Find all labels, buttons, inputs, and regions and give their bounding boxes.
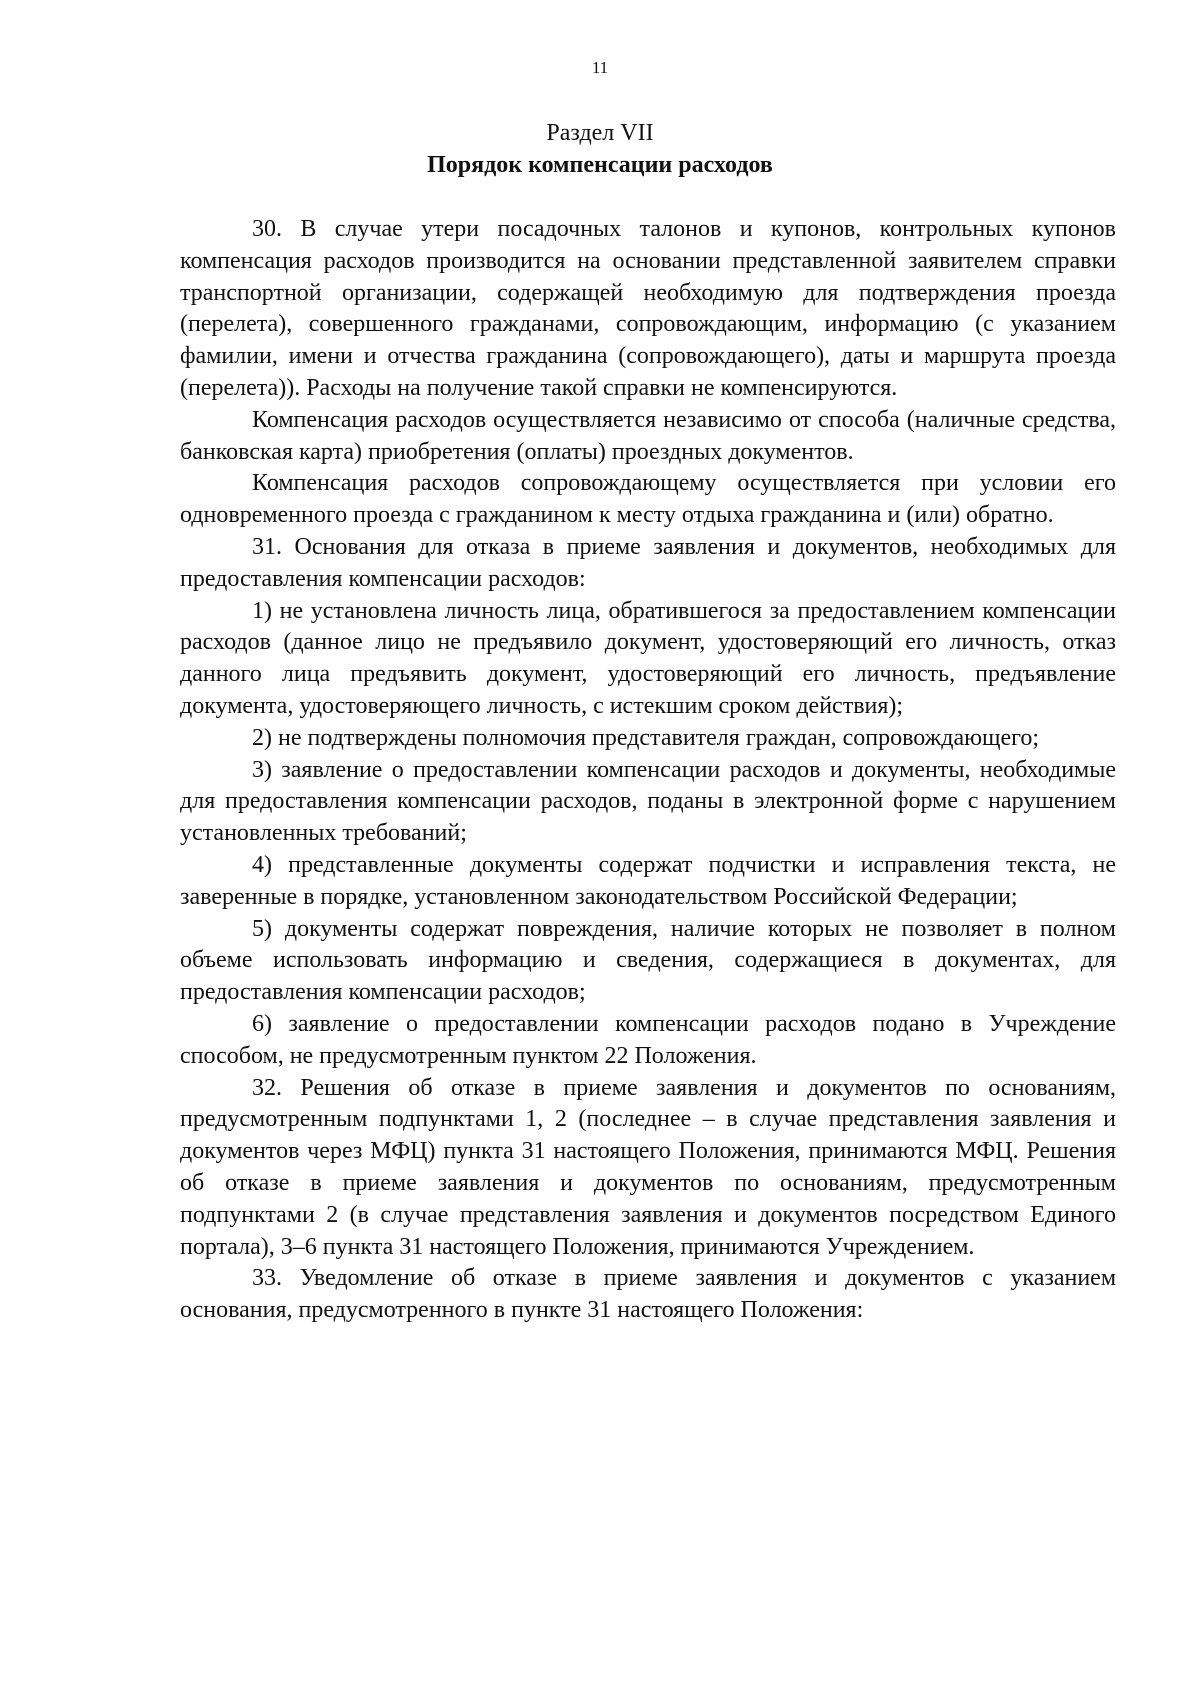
paragraph-30: 30. В случае утери посадочных талонов и купонов, контрольных купонов компенсация расходов производится на основании представленной заявителем справки транспортной организации, содержащей необходимую для подтверждения проезда (перелета), совершенного гражданами, сопровождающим, информацию (с указанием фамилии, имени и отчества гражданина (сопровождающего), даты и маршрута проезда (перелета)). Расходы на получение такой справки не компенсируются.	[180, 216, 1116, 401]
paragraph-30-method: Компенсация расходов осуществляется независимо от способа (наличные средства, банковская карта) приобретения (оплаты) проездных документов.	[180, 406, 1116, 465]
paragraph-31: 31. Основания для отказа в приеме заявления и документов, необходимых для предоставления компенсации расходов:	[180, 533, 1116, 592]
section-title: Раздел VII	[546, 120, 654, 146]
paragraph-31-item-6: 6) заявление о предоставлении компенсации расходов подано в Учреждение способом, не предусмотренным пунктом 22 Положения.	[180, 1010, 1116, 1069]
document-body	[180, 214, 1116, 1327]
paragraph-31-item-2: 2) не подтверждены полномочия представителя граждан, сопровождающего;	[252, 724, 1040, 751]
page-number: 11	[591, 58, 609, 77]
paragraph-32: 32. Решения об отказе в приеме заявления и документов по основаниям, предусмотренным подпунктами 1, 2 (последнее – в случае представления заявления и документов через МФЦ) пункта 31 настоящего Положения, принимаются МФЦ. Решения об отказе в приеме заявления и документов по основаниям, предусмотренным подпунктами 2 (в случае представления заявления и документов посредством Единого портала), 3–6 пункта 31 настоящего Положения, принимаются Учреждением.	[180, 1074, 1116, 1260]
paragraph-31-item-1: 1) не установлена личность лица, обратившегося за предоставлением компенсации расходов (данное лицо не предъявило документ, удостоверяющий его личность, отказ данного лица предъявить документ, удостоверяющий его личность, предъявление документа, удостоверяющего личность, с истекшим сроком действия);	[180, 597, 1116, 719]
section-subtitle: Порядок компенсации расходов	[427, 152, 773, 178]
paragraph-33: 33. Уведомление об отказе в приеме заявления и документов с указанием основания, предусмотренного в пункте 31 настоящего Положения:	[180, 1265, 1116, 1324]
paragraph-31-item-4: 4) представленные документы содержат подчистки и исправления текста, не заверенные в порядке, установленном законодательством Российской Федерации;	[180, 851, 1116, 910]
paragraph-31-item-3: 3) заявление о предоставлении компенсации расходов и документы, необходимые для предоставления компенсации расходов, поданы в электронной форме с нарушением установленных требований;	[180, 756, 1116, 847]
paragraph-30-escort: Компенсация расходов сопровождающему осуществляется при условии его одновременного проезда с гражданином к месту отдыха гражданина и (или) обратно.	[180, 470, 1116, 529]
paragraph-31-item-5: 5) документы содержат повреждения, наличие которых не позволяет в полном объеме использовать информацию и сведения, содержащиеся в документах, для предоставления компенсации расходов;	[180, 915, 1116, 1006]
